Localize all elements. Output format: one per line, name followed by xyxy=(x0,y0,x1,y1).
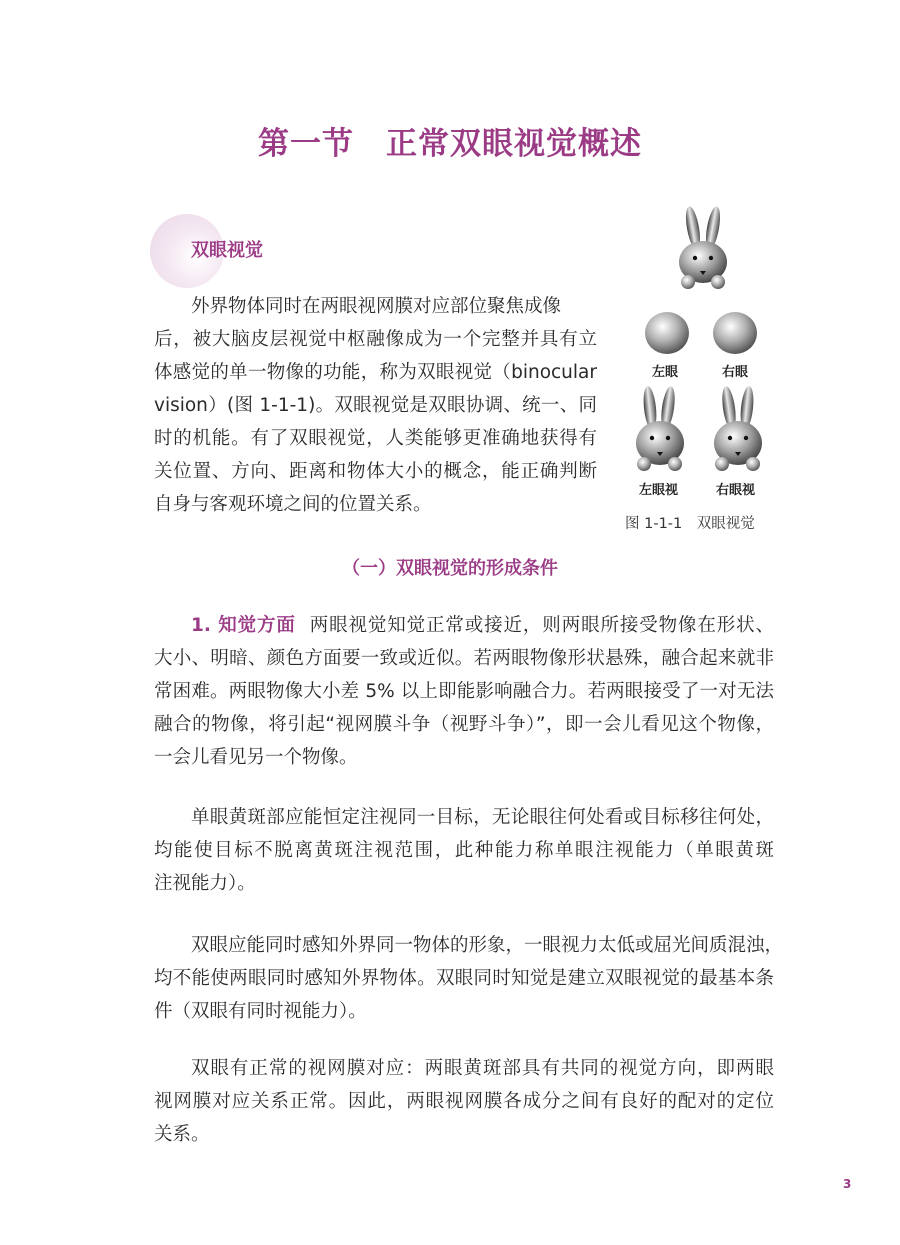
para4-line: 双眼有正常的视网膜对应：两眼黄斑部具有共同的视觉方向，即两眼 xyxy=(191,1058,774,1079)
page-number: 3 xyxy=(843,1177,852,1191)
rabbit-combined-icon xyxy=(679,205,727,289)
para3-line: 件（双眼有同时视能力）。 xyxy=(154,1001,367,1022)
para2-line: 均能使目标不脱离黄斑注视范围，此种能力称单眼注视能力（单眼黄斑 xyxy=(154,840,774,861)
section-title: 第一节 正常双眼视觉概述 xyxy=(258,126,642,162)
label-left-eye: 左眼 xyxy=(652,365,679,380)
label-left-view: 左眼视 xyxy=(639,483,679,498)
paragraph-2 xyxy=(154,801,774,900)
para4-line: 视网膜对应关系正常。因此，两眼视网膜各成分之间有良好的配对的定位 xyxy=(154,1091,774,1112)
para2-line: 注视能力）。 xyxy=(154,873,256,894)
para4-line: 关系。 xyxy=(154,1124,210,1145)
item1-paragraph xyxy=(154,609,774,774)
figure-caption: 图 1-1-1 双眼视觉 xyxy=(625,516,755,532)
intro-line: 自身与客观环境之间的位置关系。 xyxy=(154,494,432,515)
intro-line: 外界物体同时在两眼视网膜对应部位聚焦成像 xyxy=(191,296,562,317)
para2-line: 单眼黄斑部应能恒定注视同一目标，无论眼往何处看或目标移往何处， xyxy=(191,807,774,828)
item1-line: 常困难。两眼物像大小差 5% 以上即能影响融合力。若两眼接受了一对无法 xyxy=(154,681,774,702)
para3-line: 双眼应能同时感知外界同一物体的形象，一眼视力太低或屈光间质混浊， xyxy=(191,935,784,956)
item1-term: 1. 知觉方面 xyxy=(191,615,296,636)
paragraph-3 xyxy=(154,929,784,1028)
label-right-eye: 右眼 xyxy=(722,365,749,380)
intro-line: vision）(图 1-1-1)。双眼视觉是双眼协调、统一、同 xyxy=(154,395,597,416)
intro-line: 体感觉的单一物像的功能，称为双眼视觉（binocular xyxy=(154,362,597,383)
paragraph-4 xyxy=(154,1052,774,1151)
item1-line: 融合的物像，将引起“视网膜斗争（视野斗争）”，即一会儿看见这个物像， xyxy=(154,714,774,735)
rabbit-right-view-icon xyxy=(714,385,762,471)
item1-first-line xyxy=(154,609,774,642)
subsection-heading: （一）双眼视觉的形成条件 xyxy=(342,558,558,579)
intro-line: 时的机能。有了双眼视觉，人类能够更准确地获得有 xyxy=(154,428,597,449)
rabbit-left-view-icon xyxy=(636,385,684,471)
para3-line: 均不能使两眼同时感知外界物体。双眼同时知觉是建立双眼视觉的最基本条 xyxy=(154,968,774,989)
left-eye-head-icon xyxy=(645,312,689,354)
right-eye-head-icon xyxy=(713,312,757,354)
heading-binocular-vision: 双眼视觉 xyxy=(191,240,263,261)
intro-line: 后，被大脑皮层视觉中枢融像成为一个完整并具有立 xyxy=(154,329,597,350)
intro-line: 关位置、方向、距离和物体大小的概念，能正确判断 xyxy=(154,461,597,482)
label-right-view: 右眼视 xyxy=(716,483,756,498)
item1-line: 一会儿看见另一个物像。 xyxy=(154,747,358,768)
item1-line: 大小、明暗、颜色方面要一致或近似。若两眼物像形状悬殊，融合起来就非 xyxy=(154,648,774,669)
item1-line: 两眼视觉知觉正常或接近，则两眼所接受物像在形状、 xyxy=(309,615,774,636)
